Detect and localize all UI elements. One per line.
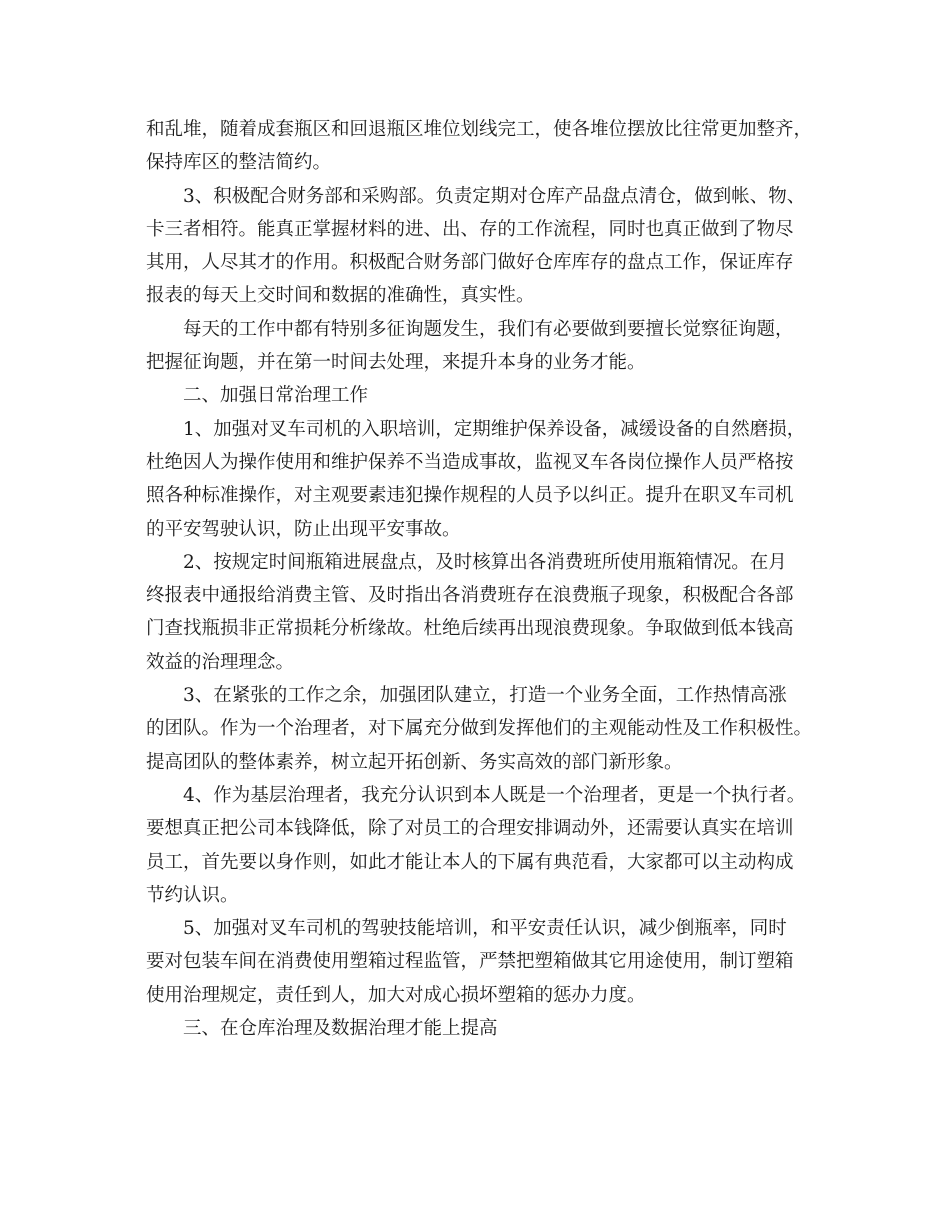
text-line: 把握征询题，并在第一时间去处理，来提升本身的业务才能。 bbox=[146, 352, 646, 374]
text-line: 效益的治理理念。 bbox=[146, 651, 295, 673]
text-line: 4、作为基层治理者，我充分认识到本人既是一个治理者，更是一个执行者。 bbox=[183, 784, 806, 806]
paragraph bbox=[146, 413, 806, 546]
text-line: 和乱堆，随着成套瓶区和回退瓶区堆位划线完工，使各堆位摆放比往常更加整齐， bbox=[146, 119, 813, 140]
text-line: 节约认识。 bbox=[146, 884, 239, 906]
document-page bbox=[146, 113, 813, 1045]
heading-line: 二、加强日常治理工作 bbox=[183, 385, 369, 407]
paragraph bbox=[146, 779, 806, 912]
text-line: 杜绝因人为操作使用和维护保养不当造成事故，监视叉车各岗位操作人员严格按 bbox=[146, 451, 794, 473]
text-line: 报表的每天上交时间和数据的准确性，真实性。 bbox=[146, 285, 535, 307]
paragraph bbox=[146, 313, 806, 380]
text-line: 照各种标准操作，对主观要素违犯操作规程的人员予以纠正。提升在职叉车司机 bbox=[146, 485, 794, 507]
text-line: 3、在紧张的工作之余，加强团队建立，打造一个业务全面，工作热情高涨 bbox=[183, 685, 787, 707]
text-line: 要想真正把公司本钱降低，除了对员工的合理安排调动外，还需要认真实在培训 bbox=[146, 818, 794, 840]
paragraph bbox=[146, 912, 806, 1012]
text-line: 1、加强对叉车司机的入职培训，定期维护保养设备，减缓设备的自然磨损， bbox=[183, 418, 806, 440]
text-line: 门查找瓶损非正常损耗分析缘故。杜绝后续再出现浪费现象。争取做到低本钱高 bbox=[146, 618, 794, 640]
text-line: 的团队。作为一个治理者，对下属充分做到发挥他们的主观能动性及工作积极性。 bbox=[146, 718, 813, 740]
paragraph bbox=[146, 113, 813, 180]
text-line: 员工，首先要以身作则，如此才能让本人的下属有典范看，大家都可以主动构成 bbox=[146, 851, 794, 873]
text-line: 要对包装车间在消费使用塑箱过程监管，严禁把塑箱做其它用途使用，制订塑箱 bbox=[146, 951, 794, 973]
paragraph bbox=[146, 180, 806, 313]
text-line: 使用治理规定，责任到人，加大对成心损坏塑箱的惩办力度。 bbox=[146, 984, 646, 1006]
text-line: 5、加强对叉车司机的驾驶技能培训，和平安责任认识，减少倒瓶率，同时 bbox=[183, 918, 787, 940]
text-line: 3、积极配合财务部和采购部。负责定期对仓库产品盘点清仓，做到帐、物、 bbox=[183, 185, 806, 207]
section-heading bbox=[146, 379, 806, 412]
text-line: 提高团队的整体素养，树立起开拓创新、务实高效的部门新形象。 bbox=[146, 751, 683, 773]
text-line: 每天的工作中都有特别多征询题发生，我们有必要做到要擅长觉察征询题， bbox=[183, 318, 794, 340]
text-line: 其用，人尽其才的作用。积极配合财务部门做好仓库库存的盘点工作，保证库存 bbox=[146, 252, 794, 274]
paragraph bbox=[146, 679, 813, 779]
text-line: 2、按规定时间瓶箱进展盘点，及时核算出各消费班所使用瓶箱情况。在月 bbox=[183, 551, 787, 573]
paragraph bbox=[146, 546, 806, 679]
text-line: 保持库区的整洁简约。 bbox=[146, 152, 332, 174]
text-line: 卡三者相符。能真正掌握材料的进、出、存的工作流程，同时也真正做到了物尽 bbox=[146, 218, 794, 240]
heading-line: 三、在仓库治理及数据治理才能上提高 bbox=[183, 1018, 498, 1040]
text-line: 终报表中通报给消费主管、及时指出各消费班存在浪费瓶子现象，积极配合各部 bbox=[146, 585, 794, 607]
text-line: 的平安驾驶认识，防止出现平安事故。 bbox=[146, 518, 461, 540]
section-heading bbox=[146, 1012, 806, 1045]
